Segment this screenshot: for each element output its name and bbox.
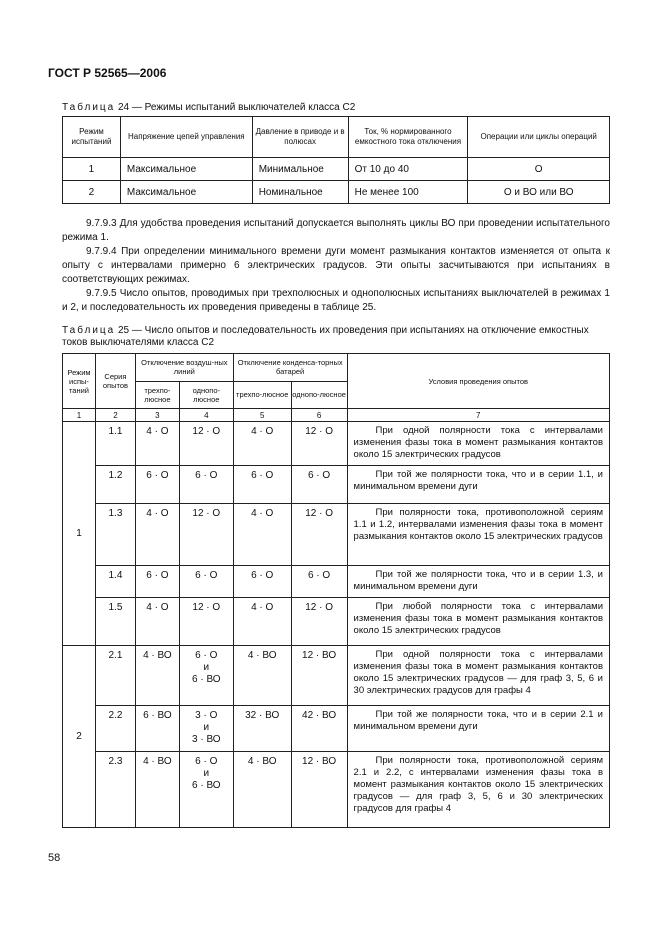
table-row — [63, 466, 610, 504]
series-cell: 1.4 — [95, 566, 135, 598]
table-cell: 12 · ВО — [291, 752, 347, 828]
table25-caption-text: 25 — Число опытов и последовательность их проведения при испытаниях на отключение емкостных токов выключателями класса С2 — [62, 325, 589, 348]
table-cell: 12 · О — [179, 598, 233, 646]
cell-line: 6 · О — [195, 756, 218, 767]
table24-caption-text: 24 — Режимы испытаний выключателей класса С2 — [118, 102, 356, 113]
conditions-cell — [347, 598, 609, 646]
table-cell: 12 · О — [291, 422, 347, 466]
table-cell: О — [468, 158, 610, 181]
table-cell: 6 · О — [179, 566, 233, 598]
table-24 — [62, 116, 610, 204]
conditions-text: При той же полярности тока, что и в серии 2.1 и минимальном времени дуги — [353, 709, 603, 732]
header-three-pole: трехпо-люсное — [233, 381, 291, 409]
table24-header-cell: Операции или циклы операций — [468, 117, 610, 158]
table-cell: 4 · О — [135, 422, 179, 466]
table-cell: 12 · О — [291, 504, 347, 566]
table-row — [63, 181, 610, 204]
table-cell: Максимальное — [120, 158, 252, 181]
table25-caption-label: Таблица — [62, 325, 116, 336]
conditions-text: При полярности тока, противоположной сериям 2.1 и 2.2, с интервалами изменения фазы тока в момент размыкания контактов около 15 электрических градусов — для граф 3, 5, 6 и 30 электрических градусов для графы 4 — [353, 755, 603, 814]
cell-line: 6 · ВО — [192, 780, 221, 791]
header-mode: Режим испы-таний — [63, 354, 96, 409]
table-cell: О и ВО или ВО — [468, 181, 610, 204]
conditions-text: При полярности тока, противоположной сериям 1.1 и 1.2, интервалами изменения фазы тока в момент размыкания контактов около 15 электрических градусов — [353, 507, 603, 542]
table-cell: 4 · О — [135, 504, 179, 566]
table-cell — [179, 752, 233, 828]
conditions-cell — [347, 566, 609, 598]
header-single-pole: однопо-люсное — [179, 381, 233, 409]
series-cell: 1.3 — [95, 504, 135, 566]
table-cell: 6 · О — [135, 566, 179, 598]
conditions-text: При одной полярности тока с интервалами изменения фазы тока в момент размыкания контактов около 15 электрических градусов — [353, 425, 603, 460]
cell-line: 3 · О — [195, 710, 218, 721]
header-single-pole: однопо-люсное — [291, 381, 347, 409]
table-cell: 4 · О — [135, 598, 179, 646]
table-cell: 6 · О — [135, 466, 179, 504]
table24-header-cell: Режим испытаний — [63, 117, 121, 158]
table-cell: 4 · О — [233, 598, 291, 646]
table-cell: 12 · О — [179, 504, 233, 566]
mode-cell: 1 — [63, 422, 96, 646]
cell-line: 3 · ВО — [192, 734, 221, 745]
table-cell: Номинальное — [252, 181, 348, 204]
table-cell: 42 · ВО — [291, 706, 347, 752]
header-conditions: Условия проведения опытов — [347, 354, 609, 409]
document-title: ГОСТ Р 52565—2006 — [48, 66, 167, 80]
series-cell: 1.1 — [95, 422, 135, 466]
table-row — [63, 646, 610, 706]
paragraph: 9.7.9.4 При определении минимального времени дуги момент размыкания контактов изменяется от опыта к опыту с интервалами примерно 6 электрических градусов. Эти опыты засчитываются при испытаниях в соответствующих режимах. — [62, 246, 610, 285]
table-cell — [179, 646, 233, 706]
table-cell: 32 · ВО — [233, 706, 291, 752]
series-cell: 1.5 — [95, 598, 135, 646]
table24-caption-label: Таблица — [62, 102, 116, 113]
table-cell: 2 — [63, 181, 121, 204]
column-number: 5 — [233, 409, 291, 422]
table-row — [63, 566, 610, 598]
table-cell: 12 · О — [291, 598, 347, 646]
table25-header-row — [63, 354, 610, 382]
table-25 — [62, 353, 610, 828]
header-overhead-lines: Отключение воздуш-ных линий — [135, 354, 233, 382]
cell-line: 6 · ВО — [192, 674, 221, 685]
table-cell — [179, 706, 233, 752]
column-number-row — [63, 409, 610, 422]
header-series: Серия опытов — [95, 354, 135, 409]
series-cell: 2.1 — [95, 646, 135, 706]
table-row — [63, 158, 610, 181]
table-cell: 4 · ВО — [135, 646, 179, 706]
table-cell: 1 — [63, 158, 121, 181]
column-number: 4 — [179, 409, 233, 422]
column-number: 2 — [95, 409, 135, 422]
table24-header-row — [63, 117, 610, 158]
table-cell: 4 · ВО — [135, 752, 179, 828]
series-cell: 2.3 — [95, 752, 135, 828]
table25-caption — [62, 325, 610, 349]
table-cell: 6 · О — [179, 466, 233, 504]
paragraph: 9.7.9.3 Для удобства проведения испытаний допускается выполнять циклы ВО при проведении испытательного режима 1. — [62, 218, 610, 243]
conditions-cell — [347, 646, 609, 706]
table24-header-cell: Давление в приводе и в полюсах — [252, 117, 348, 158]
conditions-cell — [347, 422, 609, 466]
table-cell: 6 · ВО — [135, 706, 179, 752]
table-row — [63, 598, 610, 646]
table-row — [63, 422, 610, 466]
mode-cell: 2 — [63, 646, 96, 828]
series-cell: 2.2 — [95, 706, 135, 752]
column-number: 1 — [63, 409, 96, 422]
page-number: 58 — [48, 852, 61, 864]
column-number: 6 — [291, 409, 347, 422]
conditions-text: При той же полярности тока, что и в серии 1.3, и минимальном времени дуги — [353, 569, 603, 592]
conditions-text: При любой полярности тока с интервалами изменения фазы тока в момент размыкания контактов около 15 электрических градусов — [353, 601, 603, 636]
table-cell: 12 · О — [179, 422, 233, 466]
cell-line: и — [203, 722, 210, 733]
table-row — [63, 752, 610, 828]
body-text — [62, 217, 610, 315]
conditions-cell — [347, 466, 609, 504]
table-row — [63, 504, 610, 566]
conditions-cell — [347, 504, 609, 566]
header-three-pole: трехпо-люсное — [135, 381, 179, 409]
column-number: 3 — [135, 409, 179, 422]
column-number: 7 — [347, 409, 609, 422]
series-cell: 1.2 — [95, 466, 135, 504]
table24-header-cell: Напряжение цепей управления — [120, 117, 252, 158]
conditions-text: При той же полярности тока, что и в серии 1.1, и минимальном времени дуги — [353, 469, 603, 492]
header-capacitor-banks: Отключение конденса-торных батарей — [233, 354, 347, 382]
table-cell: Максимальное — [120, 181, 252, 204]
table-cell: 6 · О — [291, 566, 347, 598]
table-cell: 4 · О — [233, 504, 291, 566]
table-cell: Минимальное — [252, 158, 348, 181]
table-row — [63, 706, 610, 752]
cell-line: и — [203, 768, 210, 779]
conditions-cell — [347, 752, 609, 828]
table24-header-cell: Ток, % нормированного емкостного тока отключения — [348, 117, 468, 158]
table-cell: 4 · ВО — [233, 752, 291, 828]
conditions-cell — [347, 706, 609, 752]
cell-line: и — [203, 662, 210, 673]
table-cell: 12 · ВО — [291, 646, 347, 706]
table-cell: 6 · О — [233, 566, 291, 598]
table-cell: От 10 до 40 — [348, 158, 468, 181]
table24-caption — [62, 102, 355, 114]
table-cell: 4 · ВО — [233, 646, 291, 706]
table-cell: 4 · О — [233, 422, 291, 466]
cell-line: 6 · О — [195, 650, 218, 661]
table-cell: Не менее 100 — [348, 181, 468, 204]
table-cell: 6 · О — [233, 466, 291, 504]
conditions-text: При одной полярности тока с интервалами изменения фазы тока в момент размыкания контактов около 15 электрических градусов — для граф 3, 5, 6 и 30 электрических градусов для графы 4 — [353, 649, 603, 696]
table-cell: 6 · О — [291, 466, 347, 504]
paragraph: 9.7.9.5 Число опытов, проводимых при трехполюсных и однополюсных испытаниях выключателей в режимах 1 и 2, и последовательность их проведения приведены в таблице 25. — [62, 288, 610, 313]
